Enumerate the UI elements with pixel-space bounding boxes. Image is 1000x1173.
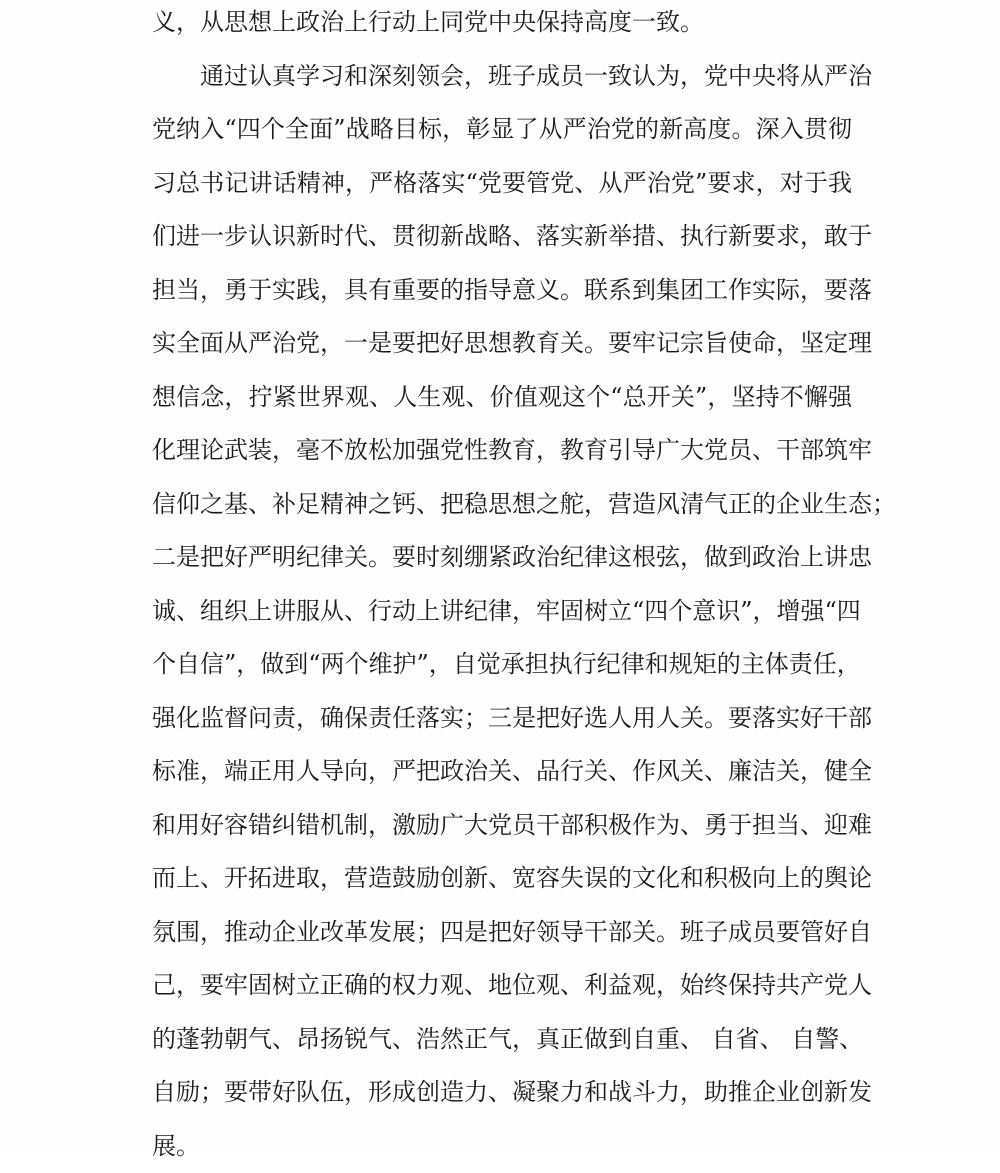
paragraph-2-line-1: 通过认真学习和深刻领会，班子成员一致认为，党中央将从严治 — [152, 50, 852, 104]
paragraph-2-line-17: 氛围，推动企业改革发展；四是把好领导干部关。班子成员要管好自 — [152, 906, 852, 960]
paragraph-2-line-16: 而上、开拓进取，营造鼓励创新、宽容失误的文化和积极向上的舆论 — [152, 852, 852, 906]
paragraph-1-line-1: 义，从思想上政治上行动上同党中央保持高度一致。 — [152, 0, 852, 50]
paragraph-2-line-21: 展。 — [152, 1120, 852, 1173]
paragraph-2-line-14: 标准，端正用人导向，严把政治关、品行关、作风关、廉洁关，健全 — [152, 745, 852, 799]
paragraph-2-line-11: 诚、组织上讲服从、行动上讲纪律，牢固树立“四个意识”，增强“四 — [152, 585, 852, 639]
paragraph-2-line-5: 担当，勇于实践，具有重要的指导意义。联系到集团工作实际，要落 — [152, 264, 852, 318]
paragraph-2-line-3: 习总书记讲话精神，严格落实“党要管党、从严治党”要求，对于我 — [152, 157, 852, 211]
paragraph-2-line-15: 和用好容错纠错机制，激励广大党员干部积极作为、勇于担当、迎难 — [152, 799, 852, 853]
paragraph-2-line-20: 自励；要带好队伍，形成创造力、凝聚力和战斗力，助推企业创新发 — [152, 1066, 852, 1120]
paragraph-2-line-9: 信仰之基、补足精神之钙、把稳思想之舵，营造风清气正的企业生态； — [152, 478, 852, 532]
paragraph-2-line-18: 己，要牢固树立正确的权力观、地位观、利益观，始终保持共产党人 — [152, 959, 852, 1013]
paragraph-2-line-8: 化理论武装，毫不放松加强党性教育，教育引导广大党员、干部筑牢 — [152, 424, 852, 478]
paragraph-2-line-12: 个自信”，做到“两个维护”，自觉承担执行纪律和规矩的主体责任， — [152, 638, 852, 692]
paragraph-2-line-19: 的蓬勃朝气、昂扬锐气、浩然正气，真正做到自重、 自省、 自警、 — [152, 1013, 852, 1067]
paragraph-2-line-7: 想信念，拧紧世界观、人生观、价值观这个“总开关”，坚持不懈强 — [152, 371, 852, 425]
paragraph-2-line-10: 二是把好严明纪律关。要时刻绷紧政治纪律这根弦，做到政治上讲忠 — [152, 531, 852, 585]
paragraph-2-line-2: 党纳入“四个全面”战略目标，彰显了从严治党的新高度。深入贯彻 — [152, 103, 852, 157]
paragraph-2-line-13: 强化监督问责，确保责任落实；三是把好选人用人关。要落实好干部 — [152, 692, 852, 746]
paragraph-2-line-4: 们进一步认识新时代、贯彻新战略、落实新举措、执行新要求，敢于 — [152, 210, 852, 264]
paragraph-2-line-6: 实全面从严治党，一是要把好思想教育关。要牢记宗旨使命，坚定理 — [152, 317, 852, 371]
document-body — [152, 0, 852, 1173]
